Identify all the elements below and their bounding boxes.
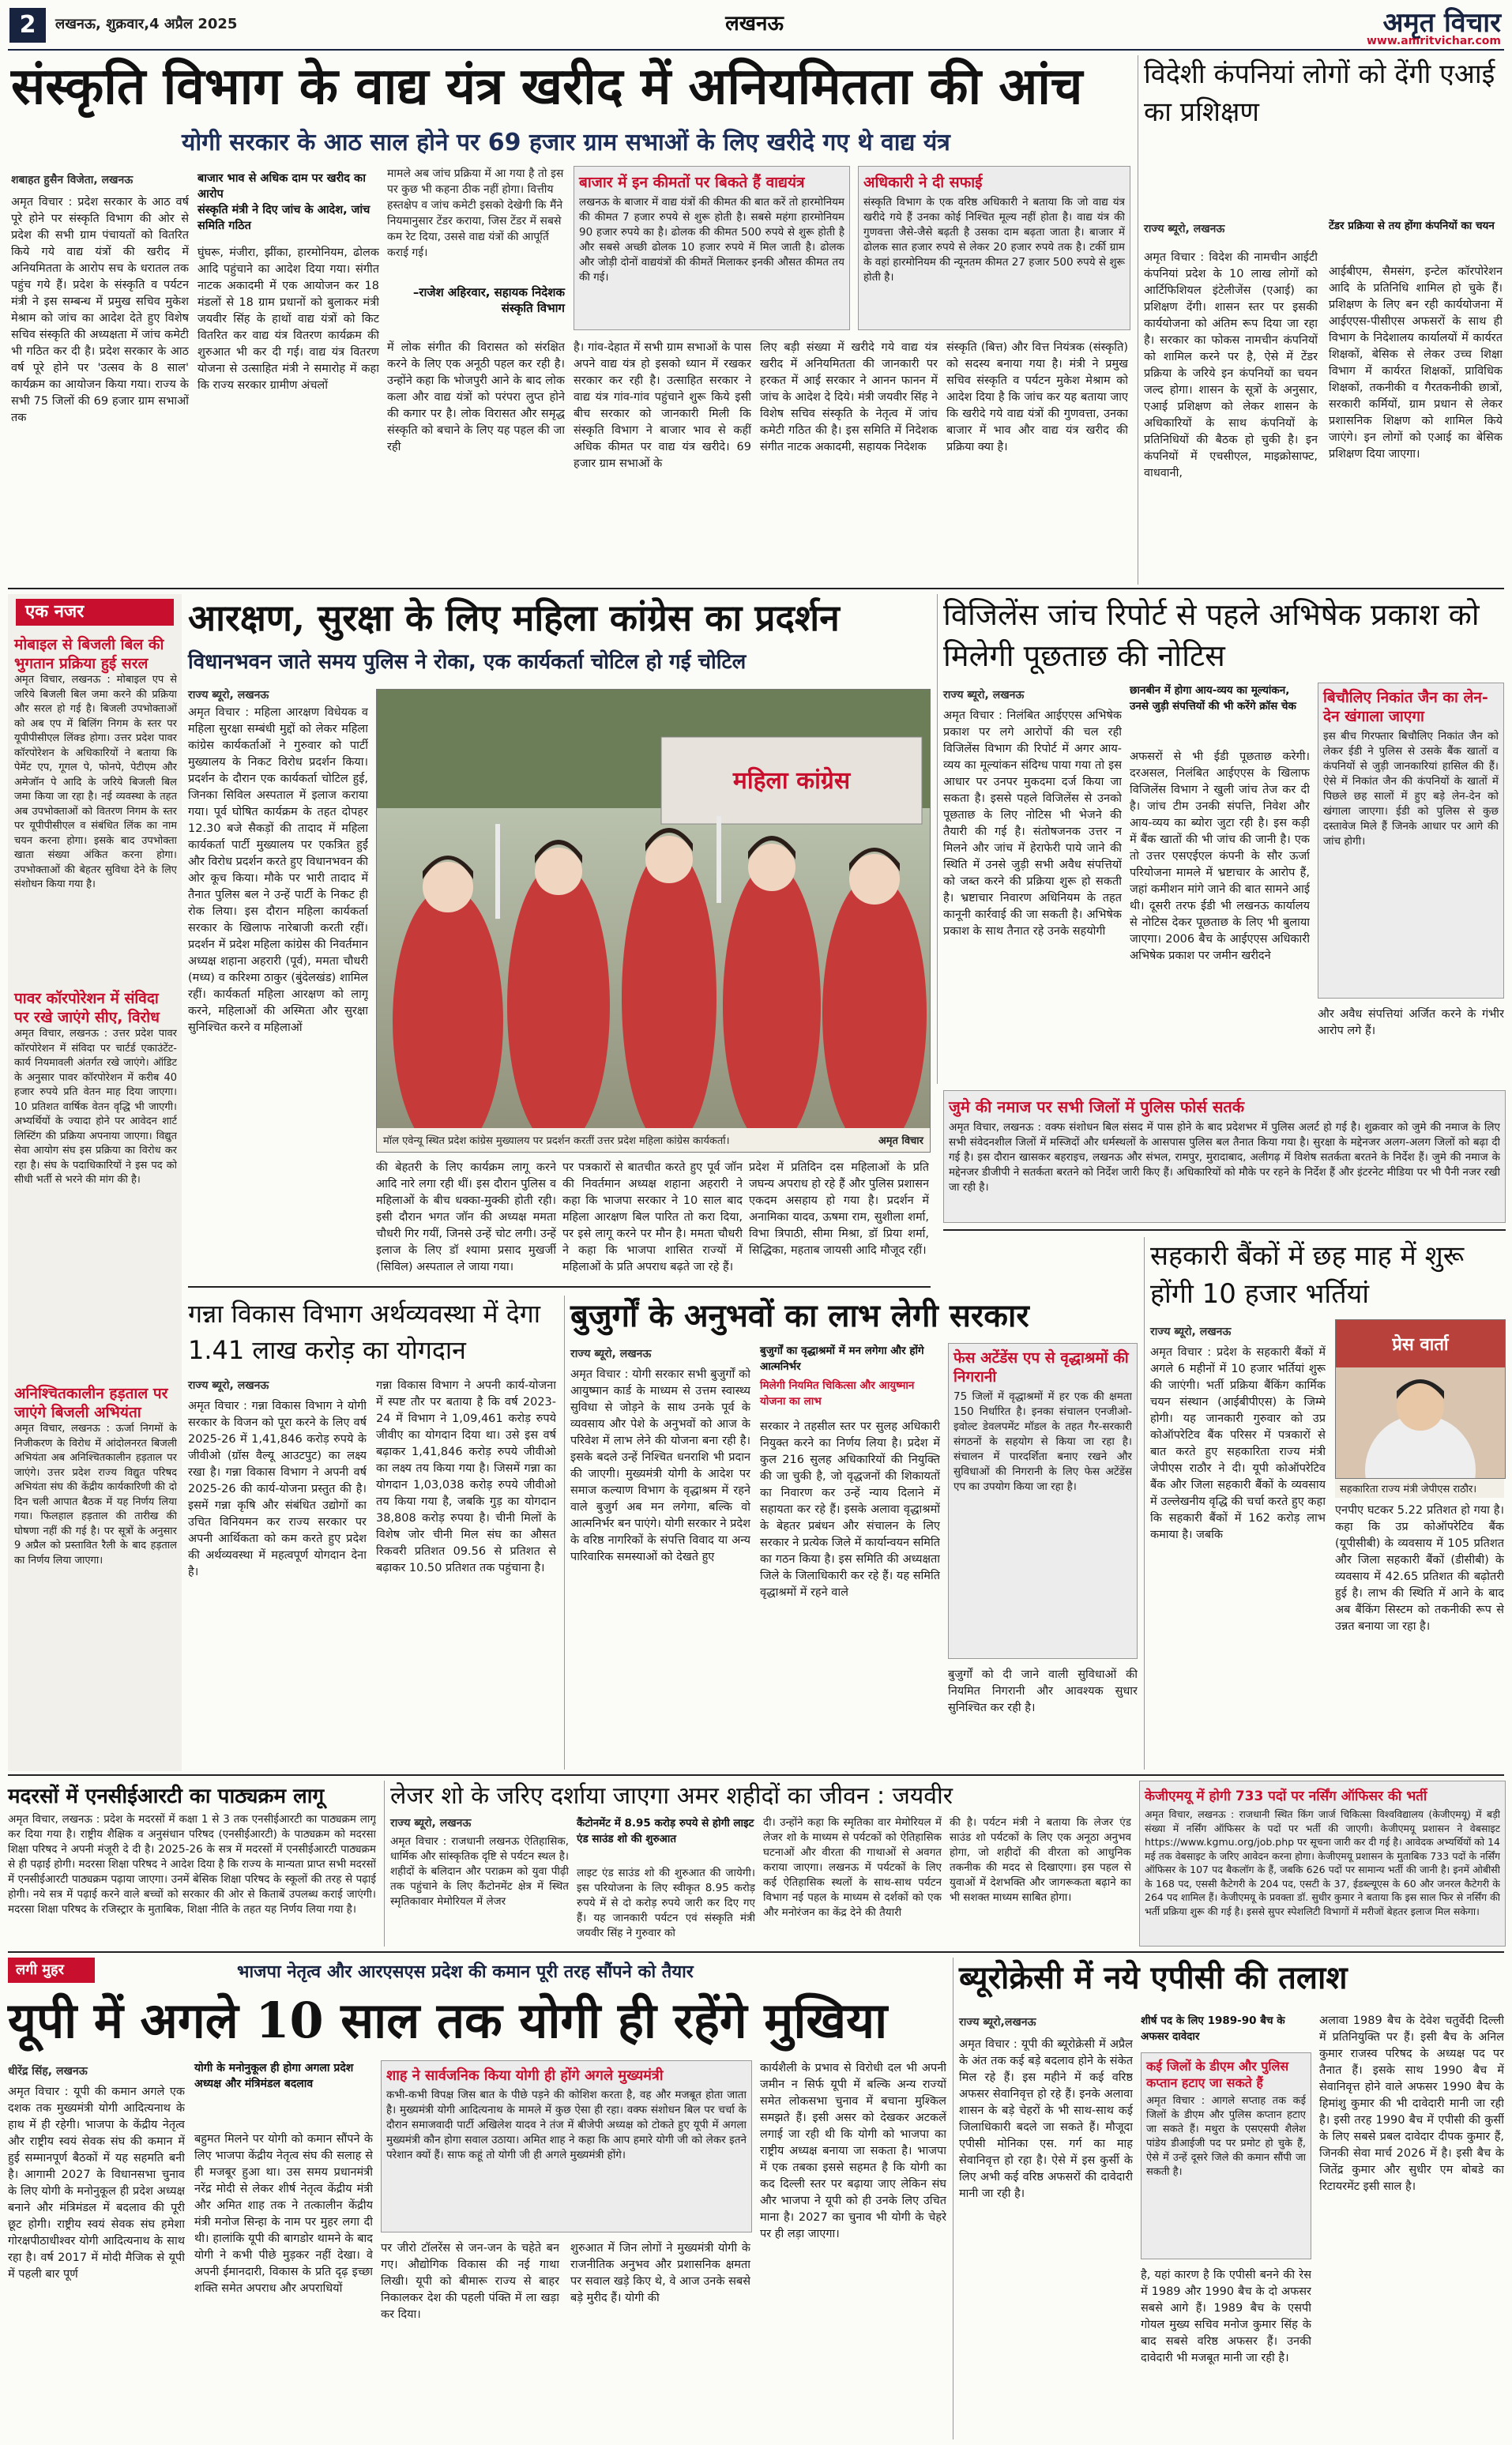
column-2: आईबीएम, सैमसंग, इन्टेल कॉरपोरेशन आदि के प्रतिनिधि शामिल हो चुके हैं। प्रशिक्षण के लिए बन रही कार्ययोजना में आईएएस-पीसीएस अफसरों के साथ ही विभाग के निदेशालय कार्यालयों में कार्यरत शिक्षकों, बेसिक से लेकर उच्च शिक्षा विभाग में कार्यरत शिक्षकों, प्राविधिक शिक्षकों, तकनीकी व गैरतकनीकी छात्रों, सरकारी कर्मियों, ग्राम प्रधान से लेकर प्रशासनिक शिक्षण को शामिल किये जाएंगे। इन लोगों को एआई का बेसिक प्रशिक्षण दिया जाएगा।: [1329, 265, 1503, 461]
brief-head: मोबाइल से बिजली बिल की भुगतान प्रक्रिया हुई सरल: [14, 636, 164, 672]
story-music-instruments: [8, 55, 1134, 585]
column-3: पर पत्रकारों से बातचीत करते हुए पूर्व जॉन की निवर्तमान अध्यक्ष शहाना अहरारी ने कहा कि भाजपा सरकार ने 10 साल बाद महिला आरक्षण बिल पारित तो करा दिया, पर इसे लागू करने पर मौन है। ममता चौधरी ने कहा कि भाजपा शासित राज्यों में महिलाओं के प्रति अपराध बढ़ते जा रहे हैं।: [562, 1161, 743, 1273]
face-attendance-head: फेस अटेंडेंस एप से वृद्धाश्रमों की निगरानी: [953, 1349, 1129, 1386]
story-yogi: [8, 1958, 948, 2439]
column-2: सरकार ने तहसील स्तर पर सुलह अधिकारी नियुक्त करने का निर्णय लिया है। प्रदेश में कुल 216 सुलह अधिकारियों की नियुक्ति की जा चुकी है, जो वृद्धजनों की शिकायतों का निवारण कर उन्हें न्याय दिलाने में सहायता कर रहे हैं। इसके अलावा वृद्धाश्रमों के बेहतर प्रबंधन और संचालन के लिए सरकार ने प्रत्येक जिले में कार्यान्वयन समिति का गठन किया है। इस समिति की अध्यक्षता जिले के जिलाधिकारी कर रहे हैं। यह समिति वृद्धाश्रमों में रहने वाले: [760, 1420, 940, 1599]
column-2: गन्ना विकास विभाग ने अपनी कार्य-योजना में स्पष्ट तौर पर बताया है कि वर्ष 2023-24 में विभाग ने 1,09,461 करोड़ रुपये जीवीए का योगदान दिया था। उसे इस वर्ष बढ़ाकर 1,41,846 करोड़ रुपये जीवीओ का लक्ष्य तय किया गया है। जिसमें गन्ना का योगदान 1,03,038 करोड़ रुपये जीवीओ तय किया गया है, जबकि गुड़ का योगदान 38,808 करोड़ रुपया है। चीनी मिलों के विशेष जोर चीनी मिल संघ का औसत रिकवरी प्रतिशत 09.56 से प्रतिशत से बढ़ाकर 10.50 प्रतिशत तक पहुंचाना है।: [376, 1379, 556, 1574]
story-women-congress: [188, 594, 931, 1281]
byline: राज्य ब्यूरो, लखनऊ: [390, 1817, 472, 1830]
story-label: लगी मुहर: [8, 1958, 95, 1983]
brief-text: अमृत विचार, लखनऊ : उत्तर प्रदेश पावर कॉरपोरेशन में संविदा पर चार्टर्ड एकाउंटेंट-कार्य नियमावली अंतर्गत रखे जाएंगे। ऑडिट के अनुसार पावर कॉरपोरेशन में करीब 40 हजार रुपये प्रति वेतन माह दिया जाएगा। 10 प्रतिशत वार्षिक वेतन वृद्धि भी जाएगी। अभ्यर्थियों के ज्यादा होने पर आवेदन शार्ट लिस्टिंग की प्रक्रिया अपनाया जाएगा। विद्युत सेवा आयोग संघ इस प्रक्रिया का विरोध कर रहा है। संघ के पदाधिकारियों ने इस पद को सीधी भर्ती से भरने की मांग की है।: [14, 1028, 177, 1186]
column-4: शुरुआत में जिन लोगों ने मुख्यमंत्री योगी के राजनीतिक अनुभव और प्रशासनिक क्षमता पर सवाल खड़े किए थे, वे आज उनके सबसे बड़े मुरीद हैं। योगी की: [570, 2242, 750, 2304]
side-head: योगी के मनोनुकूल ही होगा अगला प्रदेश अध्यक्ष और मंत्रिमंडल बदलाव: [194, 2062, 354, 2090]
deck: विधानभवन जाते समय पुलिस ने रोका, एक कार्यकर्ता चोटिल हो गई चोटिल: [188, 650, 747, 674]
column-1: अमृत विचार : यूपी की कमान अगले एक दशक तक मुख्यमंत्री योगी आदित्यनाथ के हाथ में ही रहेगी। भाजपा के केंद्रीय नेतृत्व और राष्ट्रीय स्वयं सेवक संघ की कमान में हुई सम्मानपूर्ण बैठकों में यह सहमति बनी है। आगामी 2027 के विधानसभा चुनाव के लिए योगी के मनोनुकूल ही प्रदेश अध्यक्ष बनाने और मंत्रिमंडल में बदलाव की पूरी छूट होगी। राष्ट्रीय स्वयं सेवक संघ हमेशा गोरक्षपीठाधीश्वर योगी आदित्यनाथ के साथ रहा है। वर्ष 2017 में मोदी मैजिक से यूपी में पहली बार पूर्ण: [8, 2086, 185, 2281]
header-rule: [8, 49, 1504, 51]
transfers-box-head: कई जिलों के डीएम और पुलिस कप्तान हटाए जा सकते हैं: [1146, 2059, 1289, 2090]
headline: लेजर शो के जरिए दर्शाया जाएगा अमर शहीदों का जीवन : जयवीर: [390, 1782, 953, 1810]
headline: मदरसों में एनसीईआरटी का पाठ्यक्रम लागू: [8, 1785, 325, 1808]
brief-head: अनिश्चितकालीन हड़ताल पर जाएंगे बिजली अभियंता: [14, 1385, 168, 1421]
shah-box-head: शाह ने सार्वजनिक किया योगी ही होंगे अगले मुख्यमंत्री: [386, 2067, 664, 2084]
official-box-text: संस्कृति विभाग के एक वरिष्ठ अधिकारी ने बताया कि जो वाद्य यंत्र खरीदे गये हैं उनका कोई निश्चित मूल्य नहीं होता है। वाद्य यंत्र की गुणवत्ता जैसे-जैसे बढ़ती है उसका दाम बढ़ता जाता है। बाजार में ढोलक सात हजार रुपये से लेकर 20 हजार रुपये तक है। टर्की ग्राम के वहां हारमोनियम की न्यूनतम कीमत 27 हजार 500 रुपये से शुरू होती है।: [863, 196, 1125, 284]
ek-nazar-title: एक नजर: [16, 599, 174, 626]
column-4: प्रदेश में प्रतिदिन दस महिलाओं के प्रति जघन्य अपराध हो रहे हैं और पुलिस प्रशासन एकदम असहाय हो गया है। प्रदर्शन में अनामिका यादव, ऊषमा राम, सुशीला शर्मा, विभा त्रिपाठी, सीमा मिश्रा, डॉ प्रिया शर्मा, सिद्धिका, महताब जायसी आदि मौजूद रहीं।: [749, 1161, 929, 1257]
column-1: अमृत विचार : विदेश की नामचीन आईटी कंपनियां प्रदेश के 10 लाख लोगों को आर्टिफिशियल इंटेलीजेंस (एआई) का प्रशिक्षण देंगी। शासन स्तर पर इसकी कार्ययोजना को अंतिम रूप दिया जा रहा है। सरकार का फोकस नामचीन कंपनियों को शामिल करने पर है, ऐसे में टेंडर प्रक्रिया के जरिये इन कंपनियों का चयन जल्द होगा। शासन के सूत्रों के अनुसार, एआई प्रशिक्षण को लेकर शासन के अधिकारियों के साथ कंपनियों के प्रतिनिधियों की बैठक हो चुकी है। इन कंपनियों में एचसीएल, माइक्रोसाफ्ट, वाधवानी,: [1144, 251, 1318, 480]
shah-box-text: कभी-कभी विपक्ष जिस बात के पीछे पड़ने की कोशिश करता है, वह और मजबूत होता जाता है। मुख्यमंत्री योगी आदित्यनाथ के मामले में कुछ ऐसा ही रहा। वक्फ संशोधन बिल पर चर्चा के दौरान समाजवादी पार्टी अखिलेश यादव ने तंज में बीजेपी अध्यक्ष को टोकते हुए यूपी में अगला मुख्यमंत्री कौन होगा सवाल उठाया। अमित शाह ने कहा कि आप हमारे योगी जी को लेकर इतने परेशान क्यों हैं। साफ कहूं तो योगी जी ही अगले मुख्यमंत्री होंगे।: [386, 2089, 747, 2161]
byline: धीरेंद्र सिंह, लखनऊ: [8, 2065, 88, 2078]
section-rule: [943, 1229, 1506, 1231]
page-number-badge: 2: [9, 8, 46, 43]
byline: राज्य ब्यूरो, लखनऊ: [188, 689, 269, 702]
brief-item: [14, 1384, 177, 1754]
official-box-head: अधिकारी ने दी सफाई: [863, 174, 983, 191]
side-head: कैंटोनमेंट में 8.95 करोड़ रुपये से होगी लाइट एंड साउंड शो की शुरुआत: [577, 1817, 754, 1845]
column-4: की है। पर्यटन मंत्री ने बताया कि लेजर एंड साउंड शो पर्यटकों के लिए एक अनूठा अनुभव होगा, जो शहीदों की वीरता को आधुनिक तकनीक की मदद से दिखाएगा। इस पहल से युवाओं में देशभक्ति और जागरूकता बढ़ाने का भी सशक्त माध्यम साबित होगा।: [950, 1816, 1131, 1904]
page-date: लखनऊ, शुक्रवार,4 अप्रैल 2025: [55, 16, 238, 32]
kicker: भाजपा नेतृत्व और आरएसएस प्रदेश की कमान पूरी तरह सौंपने को तैयार: [237, 1962, 694, 1982]
minister-photo-image: [1336, 1320, 1505, 1478]
price-box-head: बाजार में इन कीमतों पर बिकते हैं वाद्ययंत्र: [579, 174, 805, 191]
brand-logo: अमृत विचार: [1382, 7, 1501, 39]
headline: गन्ना विकास विभाग अर्थव्यवस्था में देगा 1.41 लाख करोड़ का योगदान: [188, 1299, 541, 1365]
column-2: अफसरों से भी ईडी पूछताछ करेगी। दरअसल, निलंबित आईएएस के खिलाफ विजिलेंस विभाग ने खुली जांच तेज कर दी है। जांच टीम उनकी संपत्ति, निवेश और आय-व्यय का ब्योरा जुटा रही है। इस कड़ी में बैंक खातों की भी जांच की जानी है। एक तो उत्तर एसएईएल कंपनी के सौर ऊर्जा परियोजना मामले में भ्रष्टाचार के आरोप हैं, जहां कमीशन मांगे जाने की बात सामने आई थी। दूसरी तरफ ईडी भी लखनऊ कार्यालय से नोटिस देकर पूछताछ के लिए भी बुलाया जाएगा। 2006 बैच के आईएएस अधिकारी अभिषेक प्रकाश पर जमीन खरीदने: [1130, 750, 1310, 962]
text: अमृत विचार, लखनऊ : वक्फ संशोधन बिल संसद में पास होने के बाद प्रदेशभर में पुलिस अलर्ट हो गई है। शुक्रवार को जुमे की नमाज के लिए सभी संवेदनशील जिलों में मस्जिदों और धर्मस्थलों के आसपास पुलिस बल तैनात किया गया है। सुरक्षा के मद्देनजर अलग-अलग जिलों को बढ़ा दी गई है। इस दौरान खासकर बहराइच, लखनऊ और संभल, रामपुर, मुरादाबाद, अलीगढ़ में विशेष सतर्कता बरतने के निर्देश हैं। जुमे की नमाज के मद्देनजर डीजीपी ने सतर्कता बरतने को निर्देश जारी किए हैं। अधिकारियों को मौके पर रहने के निर्देश हैं और इंटरनेट मीडिया पर भी पैनी नजर रखी जा रही है।: [949, 1121, 1500, 1194]
minister-caption: सहकारिता राज्य मंत्री जेपीएस राठौर।: [1335, 1479, 1504, 1498]
official-box: [858, 166, 1130, 330]
column-3: अलावा 1989 बैच के देवेश चतुर्वेदी दिल्ली में प्रतिनियुक्ति पर हैं। इसी बैच के अनिल कुमार राजस्व परिषद के अध्यक्ष पद पर तैनात हैं। इसके साथ 1990 बैच में सेवानिवृत्त होने वाले अफसर 1990 बैच के हिमांशु कुमार की भी दावेदारी मानी जा रही है। इसी तरह 1990 बैच में एपीसी की कुर्सी के लिए सबसे प्रबल दावेदार दीपक कुमार हैं, जिनकी सेवा मार्च 2026 में है। इसी बैच के जितेंद्र कुमार और सुधीर एम बोबडे का रिटायरमेंट इसी साल है।: [1319, 2014, 1504, 2193]
headline: सहकारी बैंकों में छह माह में शुरू होंगी 10 हजार भर्तियां: [1150, 1240, 1465, 1310]
column-4: है। गांव-देहात में सभी ग्राम सभाओं के पास अपने वाद्य यंत्र हो इसको ध्यान में रखकर सरकार कर रही है। उत्साहित सरकार ने वाद्य यंत्र गांव-गांव पहुंचाने शुरू किये इसी बीच सरकार को जानकारी मिली कि संस्कृति विभाग ने बाजार भाव से कहीं अधिक कीमत पर वाद्य यंत्र खरीदे। 69 हजार ग्राम सभाओं के: [574, 341, 751, 470]
story-namaz: [943, 1090, 1506, 1223]
face-attendance-text: 75 जिलों में वृद्धाश्रमों में हर एक की क्षमता 150 निर्धारित है। इनका संचालन एनजीओ-इवोल्ट डेवलपमेंट मॉडल के तहत गैर-सरकारी संगठनों के सहयोग से किया जा रहा है। संचालन में पारदर्शिता बनाए रखने और सुविधाओं की निगरानी के लिए फेस अटेंडेंस एप का उपयोग किया जा रहा है।: [953, 1390, 1132, 1493]
story-madrasa: [8, 1781, 379, 1947]
shah-box: [381, 2060, 752, 2232]
column-6: संस्कृति (बित्त) और वित्त नियंत्रक (संस्कृति) को सदस्य बनाया गया है। मंत्री ने प्रमुख सचिव संस्कृति व पर्यटन मुकेश मेश्राम को आदेश दिया है कि जांच कर यह बताया जाए कि खरीदे गये वाद्य यंत्रों की गुणवत्ता, उनका बाजार में भाव और वाद्य यंत्र खरीद की प्रक्रिया क्या है।: [946, 341, 1128, 453]
byline: राज्य ब्यूरो,लखनऊ: [959, 2016, 1036, 2029]
side-head-1: बुजुर्गों का वृद्धाश्रमों में मन लगेगा और होंगे आत्मनिर्भर: [760, 1345, 924, 1373]
banner-text: महिला कांग्रेस: [732, 767, 851, 795]
headline: जुमे की नमाज पर सभी जिलों में पुलिस फोर्स सतर्क: [949, 1097, 1245, 1116]
protest-photo: [376, 689, 931, 1153]
side-head: छानबीन में होगा आय-व्यय का मूल्यांकन, उनसे जुड़ी संपत्तियों की भी करेंगे क्रॉस चेक: [1130, 684, 1296, 713]
column-3: बुजुर्गों को दी जाने वाली सुविधाओं की नियमित निगरानी और आवश्यक सुधार सुनिश्चित कर रही है।: [948, 1668, 1138, 1714]
story-sugarcane: [188, 1296, 559, 1770]
headline: यूपी में अगले 10 साल तक योगी ही रहेंगे मुखिया: [8, 1992, 888, 2049]
byline: राज्य ब्यूरो, लखनऊ: [1144, 223, 1225, 235]
minister-photo: [1335, 1319, 1506, 1479]
side-head: टेंडर प्रक्रिया से तय होंगा कंपनियों का चयन: [1329, 220, 1495, 232]
column-2: है, यहां कारण है कि एपीसी बनने की रेस में 1989 और 1990 बैच के दो अफसर सबसे आगे हैं। 1989 बैच के एसपी गोयल मुख्य सचिव मनोज कुमार सिंह के बाद सबसे वरिष्ठ अफसर हैं। उनकी दावेदारी भी मजबूत मानी जा रही है।: [1141, 2269, 1311, 2364]
column-1: अमृत विचार : गन्ना विकास विभाग ने योगी सरकार के विजन को पूरा करने के लिए वर्ष 2025-26 में 1,41,846 करोड़ रुपये के जीवीओ (ग्रॉस वैल्यू आउटपुट) का लक्ष्य रखा है। गन्ना विकास विभाग ने अपनी वर्ष 2025-26 की कार्य-योजना प्रस्तुत की है। इसमें गन्ना कृषि और संबंधित उद्योगों का उचित विनियमन कर राज्य सरकार पर अपनी आर्थिकता को कम करते हुए प्रदेश की अर्थव्यवस्था में महत्वपूर्ण योगदान देना है।: [188, 1400, 367, 1578]
column-5: कार्यशैली के प्रभाव से विरोधी दल भी अपनी जमीन न सिर्फ यूपी में बल्कि अन्य राज्यों समेत लोकसभा चुनाव में बचाना मुश्किल समझते हैं। इसी असर को देखकर अटकलें लगाई जा रही थी कि योगी को भाजपा का राष्ट्रीय अध्यक्ष बनाया जा सकता है। भाजपा में एक तबका इससे सहमत है कि योगी का कद दिल्ली स्तर पर बढ़ाया जाए लेकिन संघ और भाजपा ने यूपी को ही उनके लिए उचित माना है। 2027 का चुनाव भी योगी के चेहरे पर ही लड़ा जाएगा।: [760, 2062, 946, 2240]
middleman-box-head: बिचौलिए निकांत जैन का लेन-देन खंगाला जाएगा: [1323, 689, 1488, 725]
headline: बुजुर्गों के अनुभवों का लाभ लेगी सरकार: [570, 1297, 1029, 1334]
column-5: लिए बड़ी संख्या में खरीदे गये वाद्य यंत्र खरीद में अनियमितता की जानकारी पर हरकत में आई सरकार ने आनन फानन में जांच के आदेश दे दिये। मंत्री जयवीर सिंह ने विशेष सचिव संस्कृति के नेतृत्व में जांच कमेटी गठित की है। इस समिति में निदेशक संगीत नाटक अकादमी, सहायक निदेशक: [760, 341, 938, 453]
column-1: अमृत विचार : योगी सरकार सभी बुजुर्गों को आयुष्मान कार्ड के माध्यम से उत्तम स्वास्थ्य सुविधा से जोड़ने के साथ उनके पूर्व के व्यवसाय और पेशे के अनुभवों को आज के परिवेश में लाभ लेने की योजना बना रही है। इसके बदले उन्हें निश्चित धनराशि भी प्रदान की जाएगी। मुख्यमंत्री योगी के आदेश पर समाज कल्याण विभाग के वृद्धाश्रम में रहने वाले बुजुर्ग अब मन लगेगा, बल्कि वो आत्मनिर्भर बन पाएंगे। योगी सरकार ने प्रदेश के वरिष्ठ नागरिकों के संपत्ति विवाद या अन्य पारिवारिक समस्याओं को देखते हुए: [570, 1368, 750, 1563]
middleman-box: [1318, 683, 1504, 999]
story-bureaucracy: [959, 1958, 1506, 2439]
byline: राज्य ब्यूरो, लखनऊ: [1150, 1326, 1232, 1338]
column-1: अमृत विचार : निलंबित आईएएस अभिषेक प्रकाश पर लगे आरोपों की चल रही विजिलेंस विभाग की रिपोर्ट में अगर आय-व्यय का मूल्यांकन संदिग्ध पाया गया तो इस आधार पर उनपर मुकदमा दर्ज किया जा सकता है। इससे पहले विजिलेंस से उनको पूछताछ के लिए नोटिस भी भेजने की तैयारी की गई है। संतोषजनक उत्तर न मिलने और जांच में हेराफेरी पाये जाने की स्थिति में उनसे जुड़ी सभी अवैध संपत्तियों को जब्त करने की प्रक्रिया शुरू हो सकती है। भ्रष्टाचार निवारण अधिनियम के तहत कानूनी कार्रवाई की जा सकती है। अभिषेक प्रकाश के साथ तैनात रहे उनके सहयोगी: [943, 709, 1122, 938]
transfers-box-text: अमृत विचार : आगले सप्ताह तक कई जिलों के डीएम और पुलिस कप्तान हटाए जा सकते हैं। मथुरा के एसएसपी शैलेश पांडेय डीआईजी पद पर प्रमोट हो चुके हैं, ऐसे में उन्हें दूसरे जिले की कमान सौंपी जा सकती है।: [1146, 2095, 1306, 2178]
section-rule: [8, 1951, 1504, 1953]
story-kgmu: [1139, 1781, 1506, 1947]
brief-head: पावर कॉरपोरेशन में संविदा पर रखे जाएंगे सीए, विरोध: [14, 990, 160, 1026]
divider: [1144, 1237, 1145, 1770]
headline: ब्यूरोक्रेसी में नये एपीसी की तलाश: [959, 1959, 1348, 1996]
section-name: लखनऊ: [725, 12, 784, 36]
headline: संस्कृति विभाग के वाद्य यंत्र खरीद में अनियमितता की आंच: [11, 57, 1083, 116]
byline: राज्य ब्यूरो, लखनऊ: [188, 1379, 269, 1392]
headline: आरक्षण, सुरक्षा के लिए महिला कांग्रेस का प्रदर्शन: [188, 596, 840, 639]
divider: [564, 1296, 565, 1770]
byline: राज्य ब्यूरो, लखनऊ: [943, 689, 1025, 702]
tail-text: और अवैध संपत्तियां अर्जित करने के गंभीर आरोप लगे हैं।: [1318, 1008, 1504, 1037]
headline: केजीएमयू में होगी 733 पदों पर नर्सिंग ऑफिसर की भर्ती: [1145, 1789, 1427, 1804]
column-2: बहुमत मिलने पर योगी को कमान सौंपने के लिए भाजपा केंद्रीय नेतृत्व संघ की सलाह से ही मजबूर हुआ था। उस समय प्रधानमंत्री नरेंद्र मोदी से लेकर शीर्ष नेतृत्व केंद्रीय मंत्री और अमित शाह तक ने तत्कालीन केंद्रीय मंत्री मनोज सिन्हा के नाम पर मुहर लगा दी थी। हालांकि यूपी की बागडोर थामने के बाद योगी ने कभी पीछे मुड़कर नहीं देखा। वे अपनी ईमानदारी, विकास के प्रति दृढ़ इच्छा शक्ति समेत अपराध और अपराधियों: [194, 2133, 373, 2295]
photo-credit: अमृत विचार: [878, 1135, 923, 1147]
story-vigilance: [943, 594, 1506, 1084]
price-box: [574, 166, 850, 330]
column-1: अमृत विचार : प्रदेश के सहकारी बैंकों में अगले 6 महीनों में 10 हजार भर्तियां शुरू की जाएंगी। भर्ती प्रक्रिया बैंकिंग कार्मिक चयन संस्थान (आईबीपीएस) के जिम्मे होगी। यह जानकारी गुरुवार को उप्र कोऑपरेटिव बैंक परिसर में पत्रकारों से बात करते हुए सहकारिता राज्य मंत्री जेपीएस राठौर ने दी। यूपी कोऑपरेटिव बैंक और जिला सहकारी बैंकों के व्यवसाय में उल्लेखनीय वृद्धि की चर्चा करते हुए कहा कि सहकारी बैंकों में 162 करोड़ लाभ कमाया है। जबकि: [1150, 1346, 1326, 1541]
section-rule: [8, 588, 1504, 589]
text: अमृत विचार, लखनऊ : राजधानी स्थित किंग जार्ज चिकित्सा विश्वविद्यालय (केजीएमयू) में बड़ी संख्या में नर्सिंग ऑफिसर के पदों पर भर्ती की जाएगी। केजीएमयू प्रशासन ने वेबसाइट https://www.kgmu.org/job.php पर सूचना जारी कर दी गई है। आवेदक अभ्यर्थियों को 14 मई तक वेबसाइट के जरिए आवेदन करना होगा। केजीएमयू प्रशासन के मुताबिक 733 पदों के नर्सिंग ऑफिसर के 107 पद बैकलॉग के हैं, जबकि 626 पदों पर सामान्य भर्ती की जानी है। इनमें ओबीसी के 168 पद, एससी कैटेगरी के 204 पद, एसटी के 37, ईडब्ल्यूएस के 60 और जनरल कैटेगरी के 264 पद शामिल हैं। केजीएमयू के प्रवक्ता डॉ. सुधीर कुमार ने बताया कि इस साल फिर से नर्सिंग की भर्ती प्रक्रिया शुरू की गई है। इससे सुपर स्पेशलिटी विभागों में मरीजों बेहतर इलाज मिल सकेगा।: [1145, 1808, 1500, 1917]
photo-caption: मॉल एवेन्यू स्थित प्रदेश कांग्रेस मुख्यालय पर प्रदर्शन करतीं उत्तर प्रदेश महिला कांग्रेस कार्यकर्ता।: [383, 1135, 730, 1147]
divider: [384, 1781, 385, 1947]
section-rule: [8, 1774, 1504, 1776]
side-head-1: बाजार भाव से अधिक दाम पर खरीद का आरोप: [197, 172, 366, 201]
ek-nazar-column: [8, 594, 182, 1771]
byline: राज्य ब्यूरो, लखनऊ: [570, 1348, 652, 1360]
headline: विदेशी कंपनियां लोगों को देंगी एआई का प्रशिक्षण: [1144, 58, 1495, 128]
website-url: www.amritvichar.com: [1366, 35, 1501, 47]
brief-item: [14, 635, 177, 989]
divider: [937, 594, 938, 1084]
text: अमृत विचार, लखनऊ : प्रदेश के मदरसों में कक्षा 1 से 3 तक एनसीईआरटी का पाठ्यक्रम लागू कर दिया गया है। राष्ट्रीय शैक्षिक व अनुसंधान परिषद (एनसीईआरटी) के पाठ्यक्रम को मदरसा शिक्षा परिषद ने अपनी मंजूरी दे दी है। 2025-26 के सत्र में मदरसों में एनसीईआरटी पाठ्यक्रम से ही पढ़ाई होगी। मदरसा शिक्षा परिषद ने आदेश दिया है कि राज्य के मान्यता प्राप्त सभी मदरसों में एनसीईआरटी पाठ्यक्रम पढ़ाया जाएगा। उनमें बेसिक शिक्षा परिषद के स्कूलों की तरह से पढ़ाई होगी। नये सत्र में पढ़ाई करने वाले बच्चों को सरकार की ओर से किताबें उपलब्ध कराई जाएंगी। मदरसा शिक्षा परिषद के रजिस्ट्रार के मुताबिक, शिक्षा नीति के तहत यह निर्णय लिया गया है।: [8, 1813, 376, 1916]
brief-text: अमृत विचार, लखनऊ : ऊर्जा निगमों के निजीकरण के विरोध में आंदोलनरत बिजली अभियंता अब अनिश्चितकालीन हड़ताल पर जाएंगे। उत्तर प्रदेश राज्य विद्युत परिषद अभियंता संघ की केंद्रीय कार्यकारिणी की दो दिन चली आपात बैठक में यह निर्णय लिया गया। फिलहाल हड़ताल की तारीख की घोषणा नहीं की गई है। पर सूत्रों के अनुसार 9 अप्रैल को प्रस्तावित रैली के बाद हड़ताल का निर्णय लिया जाएगा।: [14, 1423, 177, 1567]
side-head: शीर्ष पद के लिए 1989-90 बैच के अफसर दावेदार: [1141, 2014, 1285, 2043]
deck: योगी सरकार के आठ साल होने पर 69 हजार ग्राम सभाओं के लिए खरीदे गए थे वाद्य यंत्र: [182, 129, 950, 156]
press-conference-label: प्रेस वार्ता: [1392, 1335, 1449, 1355]
story-laser-show: [390, 1781, 1133, 1947]
column-3: में लोक संगीत की विरासत को संरक्षित करने के लिए एक अनूठी पहल कर रही है। उन्होंने कहा कि भोजपुरी आने के बाद लोक कला और वाद्य यंत्रों को परंपरा लुप्त होने की कगार पर है। लोक विरासत और समृद्ध संस्कृति को बचाने के लिए यह पहल की जा रही: [387, 341, 565, 453]
transfers-box: [1141, 2052, 1311, 2259]
story-cooperative-banks: [1150, 1237, 1506, 1770]
byline: शबाहत हुसैन विजेता, लखनऊ: [11, 174, 134, 186]
column-1: अमृत विचार : प्रदेश सरकार के आठ वर्ष पूरे होने पर संस्कृति विभाग की ओर से प्रदेश की सभी ग्राम पंचायतों को वितरित किये गये वाद्य यंत्रों की खरीद में अनियमितता के आरोप सच के धरातल तक पहुंच गये हैं। प्रदेश के संस्कृति व पर्यटन मंत्री ने इस सम्बन्ध में प्रमुख सचिव मुकेश मेश्राम को जांच का आदेश देते हुए विशेष सचिव संस्कृति की अध्यक्षता में जांच कमेटी भी गठित कर दी है। प्रदेश सरकार के आठ वर्ष पूरे होने पर 'उत्सव के 8 साल' कार्यक्रम का आयोजन किया गया। राज्य के सभी 75 जिलों की 69 हजार ग्राम सभाओं तक: [11, 196, 189, 424]
column-3: दी। उन्होंने कहा कि स्मृतिका वार मेमोरियल में लेजर शो के माध्यम से पर्यटकों को ऐतिहासिक घटनाओं और वीरता की गाथाओं से अवगत कराया जाएगा। लखनऊ में पर्यटकों के लिए कई ऐतिहासिक स्थलों के साथ-साथ पर्यटन विभाग नई पहल के माध्यम से दर्शकों को एक और मनोरंजन का केंद्र देने की तैयारी: [763, 1816, 942, 1919]
quote-box: [387, 166, 565, 332]
column-1: अमृत विचार : यूपी की ब्यूरोक्रेसी में अप्रैल के अंत तक कई बड़े बदलाव होने के संकेत मिल रहे हैं। इस महीने में कई वरिष्ठ अफसर सेवानिवृत्त हो रहे हैं। इनके अलावा शासन के बड़े चेहरों के भी साथ-साथ कई जिलाधिकारी बदले जा सकते हैं। मौजूदा एपीसी मोनिका एस. गर्ग का माह सेवानिवृत्त हो रहा है। ऐसे में इस कुर्सी के लिए अभी कई वरिष्ठ अफसरों की दावेदारी मानी जा रही है।: [959, 2038, 1133, 2200]
quote-text: मामले अब जांच प्रक्रिया में आ गया है तो इस पर कुछ भी कहना ठीक नहीं होगा। वित्तीय हस्तक्षेप व जांच कमेटी इसको देखेगी कि मैंने नियमानुसार टेंडर कराया, जिस टेंडर में सबसे कम रेट दिया, उससे वाद्य यंत्रों की आपूर्ति कराई गई।: [387, 167, 564, 259]
column-2: की बेहतरी के लिए कार्यक्रम लागू करने आदि नारे लगा रही थीं। इस दौरान पुलिस व महिलाओं के बीच धक्का-मुक्की होती रही। इसी दौरान भगत जॉन की अध्यक्ष ममता चौधरी गिर गयीं, जिनसे उन्हें चोट लगी। उन्हें इलाज के लिए डॉ श्यामा प्रसाद मुखर्जी (सिविल) अस्पताल ले जाया गया।: [376, 1161, 556, 1273]
face-attendance-box: [948, 1343, 1138, 1659]
headline: विजिलेंस जांच रिपोर्ट से पहले अभिषेक प्रकाश को मिलेगी पूछताछ की नोटिस: [943, 597, 1480, 673]
middleman-box-text: इस बीच गिरफ्तार बिचौलिए निकांत जैन को लेकर ईडी ने पुलिस से उसके बैंक खातों व कंपनियों से जुड़ी जानकारियां हासिल की हैं। ऐसे में निकांत जैन की कंपनियों के खातों में पिछले छह सालों में हुए बड़े लेन-देन को खंगाला जाएगा। ईडी को पुलिस से कुछ दस्तावेज मिले हैं जिनके आधार पर आगे की जांच होगी।: [1323, 730, 1499, 848]
brief-text: अमृत विचार, लखनऊ : मोबाइल एप से जरिये बिजली बिल जमा करने की प्रक्रिया और सरल हो गई है। बिजली उपभोक्ताओं को अब एप में बिलिंग निगम के स्तर पर यूपीपीसीएल लिंक्ड होगा। उत्तर प्रदेश पावर कॉरपोरेशन के अधिकारियों ने बताया कि पेमेंट एप, गूगल पे, फोनपे, पेटीएम और अमेजॉन पे आदि के जरिये बिजली बिल जमा किया जा रहा है। नई व्यवस्था के तहत अब उपभोक्ताओं को वितरण निगम के स्तर पर यूपीपीसीएल व संबंधित लिंक का नाम चयन करना होगा। इसके बाद उपभोक्ता खाता संख्या अंकित करना होगा। उपभोक्ताओं की बेहतर सुविधा देने के लिए संशोधन किया गया है।: [14, 674, 177, 890]
column-2: एनपीए घटकर 5.22 प्रतिशत हो गया है। कहा कि उप्र कोऑपरेटिव बैंक (यूपीसीबी) के व्यवसाय में 105 प्रतिशत और जिला सहकारी बैंकों (डीसीबी) के व्यवसाय में 42.65 प्रतिशत की बढ़ोतरी हुई है। लाभ की स्थिति में आने के बाद अब बैंकिंग सिस्टम को तकनीकी रूप से उन्नत बनाया जा रहा है।: [1335, 1504, 1504, 1633]
side-head-2: मिलेगी नियमित चिकित्सा और आयुष्मान योजना का लाभ: [760, 1379, 915, 1408]
protest-photo-image: [377, 690, 930, 1152]
column-1: अमृत विचार : महिला आरक्षण विधेयक व महिला सुरक्षा सम्बंधी मुद्दों को लेकर महिला कांग्रेस कार्यकर्ताओं ने गुरुवार को पार्टी मुख्यालय के निकट विरोध प्रदर्शन किया। प्रदर्शन के दौरान एक कार्यकर्ता चोटिल हुई, जिनका सिविल अस्पताल में इलाज कराया गया। पूर्व घोषित कार्यक्रम के तहत दोपहर 12.30 बजे सैकड़ों की तादाद में महिला कार्यकर्ता पार्टी मुख्यालय पर एकत्रित हुईं और विरोध प्रदर्शन करते हुए विधानभवन की ओर कूच किया। मौके पर भारी तादाद में तैनात पुलिस बल ने उन्हें पार्टी के निकट ही रोक लिया। इस दौरान महिला कार्यकर्ता सरकार के खिलाफ नारेबाजी करती रहीं। प्रदर्शन में प्रदेश महिला कांग्रेस की निवर्तमान अध्यक्ष शहाना अहरारी (पूर्व), ममता चौधरी (मध्य) व करिश्मा ठाकुर (बुंदेलखंड) शामिल रहीं। कार्यकर्ता महिला आरक्षण को लागू करने, महिलाओं की अस्मिता और सुरक्षा सुनिश्चित करने व महिलाओं: [188, 706, 368, 1034]
masthead: [0, 0, 1512, 51]
column-3: पर जीरो टॉलरेंस से जन-जन के चहेते बन गए। औद्योगिक विकास की नई गाथा लिखी। यूपी को बीमारू राज्य से बाहर निकालकर देश की पहली पंक्ति में ला खड़ा कर दिया।: [381, 2242, 559, 2321]
column-1: अमृत विचार : राजधानी लखनऊ ऐतिहासिक, धार्मिक और सांस्कृतिक दृष्टि से पर्यटन स्थल है। शहीदों के बलिदान और पराक्रम को युवा पीढ़ी तक पहुंचाने के लिए कैंटोनमेंट क्षेत्र में स्थित स्मृतिकावार मेमोरियल में लेजर: [390, 1835, 569, 1908]
column-2: लाइट एंड साउंड शो की शुरुआत की जायेगी। इस परियोजना के लिए स्वीकृत 8.95 करोड़ रुपये में से दो करोड़ रुपये जारी कर दिए गए हैं। यह जानकारी पर्यटन एवं संस्कृति मंत्री जयवीर सिंह ने गुरुवार को: [577, 1867, 755, 1939]
price-box-text: लखनऊ के बाजार में वाद्य यंत्रों की कीमत की बात करें तो हारमोनियम की कीमत 7 हजार रुपये से शुरू होती है। सबसे महंगा हारमोनियम 90 हजार रुपये का है। ढोलक की कीमत 500 रुपये से शुरू होती है और सबसे अच्छी ढोलक 10 हजार रुपये में मिल जाती है। ढोलक और जोड़ी दोनों वाद्ययंत्रों की कीमतें मिलाकर इनकी औसत कीमत तय की गई।: [579, 196, 844, 284]
story-elderly: [570, 1296, 1139, 1770]
brief-item: [14, 989, 177, 1375]
quote-author: –राजेश अहिरवार, सहायक निदेशक संस्कृति विभाग: [412, 285, 565, 315]
column-2: घुंघरू, मंजीरा, झींका, हारमोनियम, ढोलक आदि पहुंचाने का आदेश दिया गया। संगीत नाटक अकादमी में एक आयोजन कर 18 मंडलों से 18 ग्राम प्रधानों को बुलाकर मंत्री जयवीर सिंह के हाथों वाद्य यंत्रों को किट वितरित कर वाद्य यंत्र वितरण कार्यक्रम की शुरुआत भी कर दी गई। वाद्य यंत्र वितरण योजना से उत्साहित मंत्री ने समारोह में कहा कि राज्य सरकार ग्रामीण अंचलों: [197, 246, 379, 392]
section-rule: [188, 1286, 931, 1288]
story-ai-training: [1144, 55, 1506, 585]
side-head-2: संस्कृति मंत्री ने दिए जांच के आदेश, जांच समिति गठित: [197, 204, 370, 232]
